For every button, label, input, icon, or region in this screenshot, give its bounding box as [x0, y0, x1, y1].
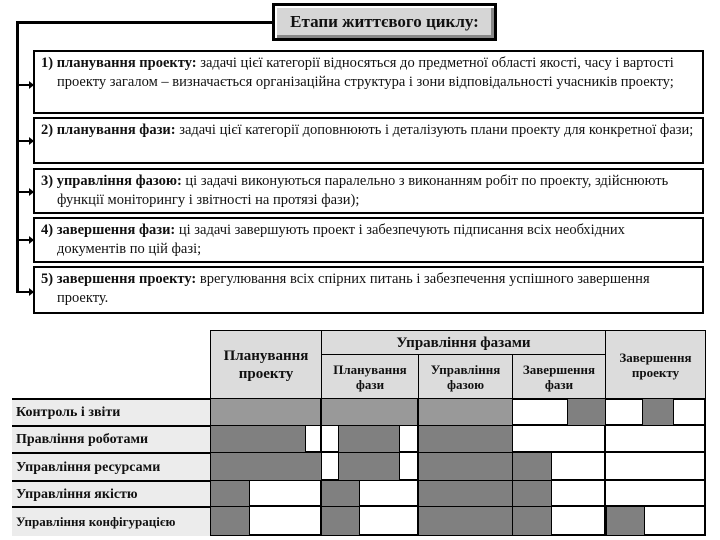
- row-label: Контроль і звіти: [12, 398, 210, 426]
- activity-bar: [210, 480, 250, 507]
- arrow-icon: [17, 291, 33, 293]
- stage-1: 1) планування проекту: задачі цієї категорії відносяться до предметної області якості, часу і вартості проекту загалом – визначається організаційна структура і зони відповідальності учасників проекту;: [33, 50, 704, 114]
- activity-bar: [211, 399, 512, 425]
- stage-3: 3) управління фазою: ці задачі виконуються паралельно з виконанням робіт по проекту, здійснюють функції моніторингу і звітності на протязі фази);: [33, 168, 704, 214]
- stage-5: 5) завершення проекту: врегулювання всіх спірних питань і забезпечення успішного завершення проекту.: [33, 266, 704, 314]
- activity-bar: [338, 425, 400, 453]
- activity-bar: [210, 425, 306, 453]
- activity-bar: [606, 506, 645, 536]
- row-label: Правління роботами: [12, 425, 210, 453]
- row-label: Управління конфігурацією: [12, 506, 210, 536]
- arrow-icon: [17, 140, 33, 142]
- header-phase-management: Управління фазами: [321, 330, 606, 355]
- row-label: Управління ресурсами: [12, 452, 210, 481]
- diagram-title: Етапи життєвого циклу:: [272, 3, 497, 41]
- header-project-closing: Завершення проекту: [605, 330, 706, 399]
- grid-line: [320, 398, 322, 426]
- header-phase-closing: Завершення фази: [512, 354, 606, 399]
- stage-4: 4) завершення фази: ці задачі завершують проект і забезпечують підписання всіх необхідних документів по цій фазі;: [33, 217, 704, 263]
- stage-2: 2) планування фази: задачі цієї категорії доповнюють і деталізують плани проекту для конкретної фази;: [33, 117, 704, 164]
- arrow-icon: [17, 239, 33, 241]
- activity-bar: [418, 480, 513, 507]
- activity-bar: [418, 506, 513, 536]
- connector-vertical: [16, 21, 19, 293]
- header-phase-planning: Планування фази: [321, 354, 419, 399]
- header-phase-control: Управління фазою: [418, 354, 513, 399]
- activity-bar: [418, 425, 513, 453]
- activity-bar: [210, 506, 250, 536]
- header-project-planning: Планування проекту: [210, 330, 322, 399]
- activity-bar: [512, 452, 552, 481]
- activity-bar: [418, 452, 513, 481]
- activity-bar: [512, 506, 552, 536]
- activity-bar: [642, 398, 674, 426]
- activity-bar: [321, 506, 360, 536]
- grid-line: [417, 398, 419, 426]
- arrow-icon: [17, 191, 33, 193]
- arrow-icon: [17, 84, 33, 86]
- activity-bar: [512, 480, 552, 507]
- activity-bar: [567, 398, 606, 426]
- activity-bar: [321, 480, 360, 507]
- connector-top: [17, 21, 273, 24]
- row-label: Управління якістю: [12, 480, 210, 507]
- activity-bar: [210, 452, 322, 481]
- activity-bar: [338, 452, 400, 481]
